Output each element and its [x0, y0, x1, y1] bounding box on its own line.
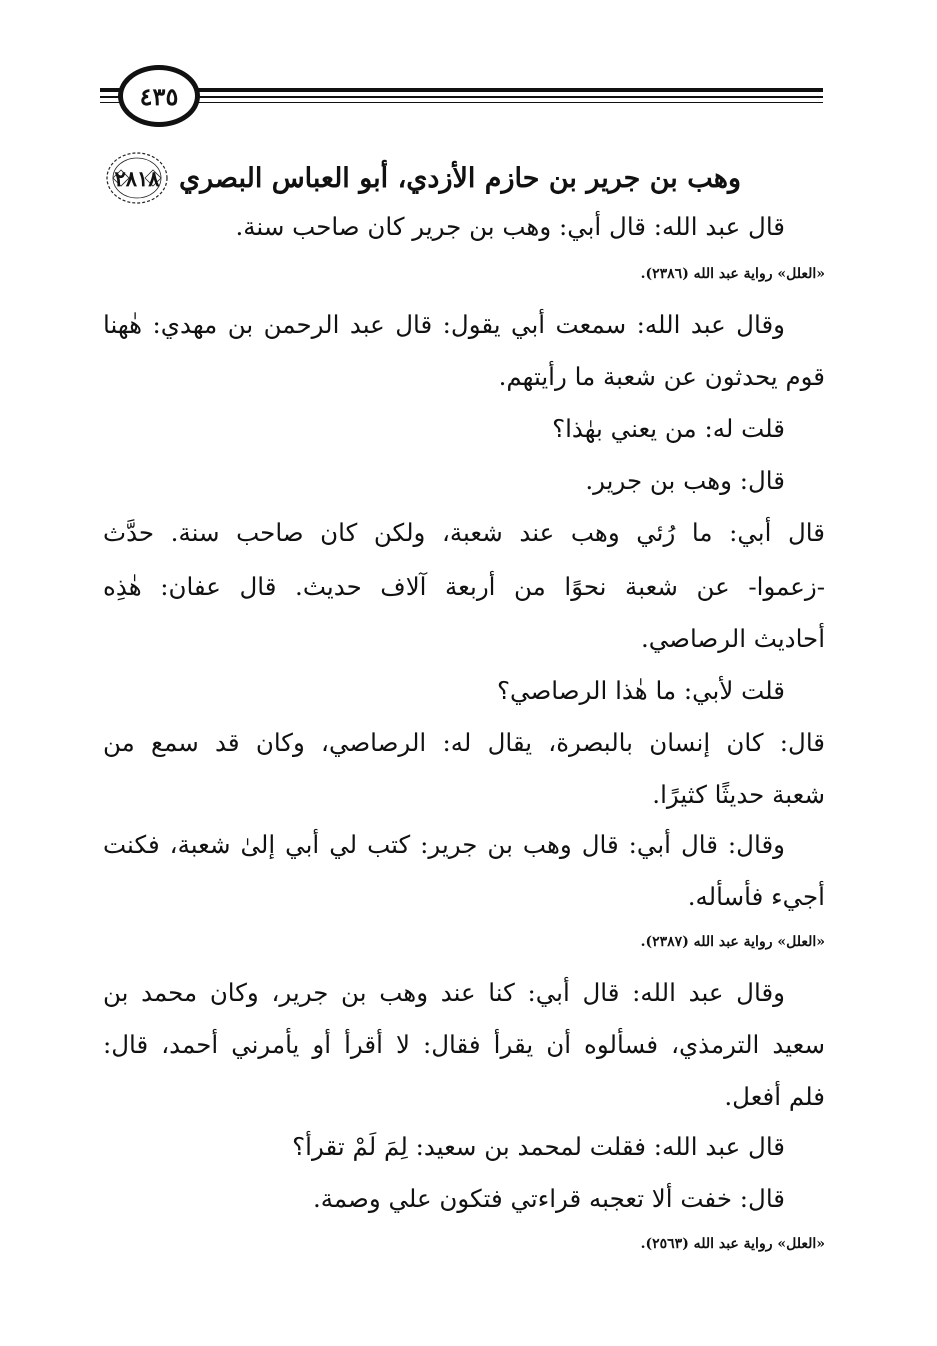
- text-line: قلت له: من يعني بهٰذا؟: [552, 414, 785, 443]
- entry-title: وهب بن جرير بن حازم الأزدي، أبو العباس البصري: [179, 162, 741, 194]
- text-line: قال: وهب بن جرير.: [585, 466, 785, 495]
- source-citation: «العلل» رواية عبد الله (٢٣٨٧).: [640, 934, 825, 950]
- entry-heading: [105, 150, 825, 206]
- text-line: أحاديث الرصاصي.: [640, 624, 825, 653]
- header-rule: [100, 102, 823, 103]
- text-line: سعيد الترمذي، فسألوه أن يقرأ فقال: لا أقرأ أو يأمرني أحمد، قال:: [103, 1030, 825, 1059]
- text-line: قال عبد الله: قال أبي: وهب بن جرير كان صاحب سنة.: [235, 212, 785, 241]
- text-line: قال أبي: ما رُئي وهب عند شعبة، ولكن كان صاحب سنة. حدَّث: [103, 518, 825, 547]
- text-line: وقال عبد الله: سمعت أبي يقول: قال عبد الرحمن بن مهدي: هٰهنا: [103, 310, 785, 339]
- text-line: قال: خفت ألا تعجبه قراءتي فتكون علي وصمة.: [312, 1184, 785, 1213]
- text-line: أجيء فأسأله.: [687, 882, 825, 911]
- page-number: ٤٣٥: [118, 65, 200, 127]
- text-line: قال عبد الله: فقلت لمحمد بن سعيد: لِمَ لَمْ تقرأ؟: [292, 1132, 785, 1161]
- entry-number: ٢٨١٨: [114, 165, 160, 191]
- entry-number-badge: [105, 150, 169, 206]
- text-line: قال: كان إنسان بالبصرة، يقال له: الرصاصي، وكان قد سمع من: [103, 728, 825, 757]
- text-line: فلم أفعل.: [724, 1082, 825, 1111]
- text-line: قلت لأبي: ما هٰذا الرصاصي؟: [497, 676, 785, 705]
- text-line: وقال عبد الله: قال أبي: كنا عند وهب بن جرير، وكان محمد بن: [103, 978, 785, 1007]
- source-citation: «العلل» رواية عبد الله (٢٥٦٣).: [640, 1236, 825, 1252]
- text-line: قوم يحدثون عن شعبة ما رأيتهم.: [498, 362, 825, 391]
- header-rule: [100, 96, 823, 98]
- text-line: وقال: قال أبي: قال وهب بن جرير: كتب لي أبي إلىٰ شعبة، فكنت: [103, 830, 785, 859]
- source-citation: «العلل» رواية عبد الله (٢٣٨٦).: [640, 266, 825, 282]
- header-rule: [100, 88, 823, 92]
- text-line: -زعموا- عن شعبة نحوًا من أربعة آلاف حديث. قال عفان: هٰذِه: [103, 572, 825, 601]
- text-line: شعبة حديثًا كثيرًا.: [652, 780, 825, 809]
